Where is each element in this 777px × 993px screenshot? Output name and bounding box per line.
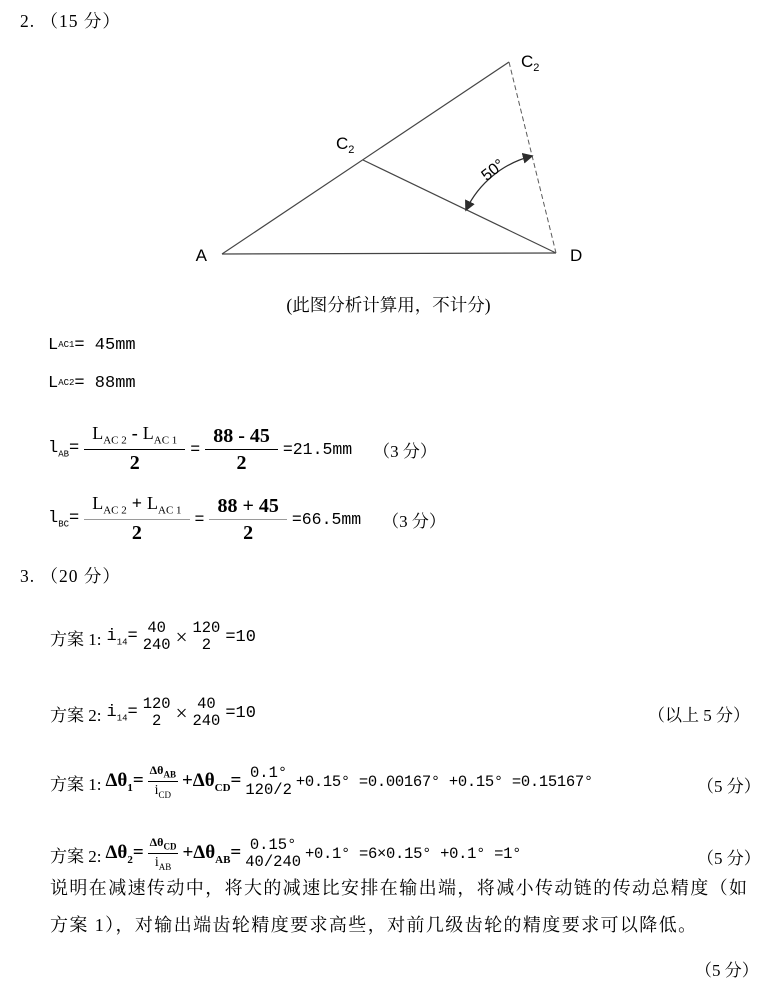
given-lac2-base: L [48,374,59,393]
plan1-deg-den: 120/2 [245,781,292,799]
plan2-ratio-row [50,684,256,742]
plan2-ratio-result: =10 [225,703,256,723]
vertex-label-c2-top [521,52,539,74]
plan1-mid-sub: CD [214,781,231,794]
plan2-acc-tail: +0.1° =6×0.15° +0.1° =1° [305,845,522,863]
plan2-times: × [175,700,188,725]
line-c2top-d-dashed [509,62,556,253]
lbc-sym-s2: AC 1 [158,504,182,517]
plan1-f1-den: 240 [142,636,171,654]
plan2-acc-mid [182,842,241,866]
lab-num-num: 88 - 45 [205,425,278,450]
plan1-acc-tail: +0.15° =0.00167° +0.15° =0.15167° [295,773,593,791]
lbc-eq1: = [69,508,80,528]
plan1-acc-eq1: = [132,770,144,792]
plan2-acc-score: （5 分） [697,849,761,868]
c2-mid-base: C [336,134,349,153]
final-score: （5 分） [695,961,759,980]
plan2-f1-den: 2 [152,712,162,730]
plan1-f2-num: 120 [192,618,221,637]
vertex-label-d: D [570,246,583,265]
lbc-eq2: = [194,509,205,529]
ratio-score: （以上 5 分） [648,706,750,725]
line-a-d [222,253,556,254]
plan2-acc-label: 方案 2: [50,846,102,866]
lab-sym-op: - [131,423,138,444]
vertex-label-a: A [195,246,207,265]
lbc-sym-s1: AC 2 [103,504,127,517]
lbc-symbolic-fraction [84,494,189,544]
lab-eq2: = [190,439,201,459]
lbc-num-den: 2 [243,521,254,544]
lbc-sym-den: 2 [131,521,142,544]
plan1-plus: + [181,770,193,792]
angle-label: 50° [478,156,508,185]
plan2-acc-eq2: = [230,842,242,864]
plan2-i-sub: 14 [116,713,128,724]
plan1-acc-mid [182,770,241,794]
lab-symbolic-fraction [84,424,185,474]
lab-sym-l1: L [92,423,104,444]
plan1-sf-num-base: Δθ [149,762,164,777]
plan2-deg-den: 40/240 [245,853,302,871]
plan1-ratio-eq: = [127,626,138,646]
given-lac1-sub: AC1 [58,340,75,350]
plan1-ratio-row [50,608,256,666]
plan1-f2-den: 2 [201,636,212,654]
plan2-f2-den: 240 [192,712,221,730]
plan1-sf-den-sub: CD [158,790,172,801]
plan2-mid-sub: AB [215,853,231,866]
lbc-sym-op: + [131,493,143,514]
plan1-fraction1 [143,620,171,655]
plan1-f1-num: 40 [147,618,166,637]
plan1-dtheta-sub: 1 [127,781,133,794]
lbc-sym-num [84,494,189,520]
plan2-f2-num: 40 [197,694,216,713]
plan1-i-sub: 14 [116,637,128,648]
plan1-sf-num [148,764,178,782]
plan1-deg-num: 0.1° [250,763,288,782]
plan2-sf-num-sub: CD [163,841,177,852]
plan2-fraction2 [192,696,220,731]
lbc-result: =66.5mm [291,509,362,529]
plan2-deg-num: 0.15° [249,835,297,854]
lab-sym-s1: AC 2 [103,434,127,447]
question2-header: 2. （15 分） [20,11,121,31]
equation-lbc [48,486,446,552]
plan2-fraction1 [143,696,171,731]
plan2-acc-lhs [105,842,143,866]
c2-top-base: C [521,52,534,71]
given-lac2-value: = 88mm [74,374,136,393]
given-lac2-sub: AC2 [58,378,75,388]
plan2-acc-eq1: = [132,842,144,864]
plan1-times: × [175,624,188,649]
plan1-deg-fraction [245,765,292,800]
lab-sym-den: 2 [129,451,140,474]
diagram-caption: (此图分析计算用，不计分) [286,295,491,315]
plan1-ratio-label: 方案 1: [50,629,102,649]
lab-sym-num [84,424,185,450]
plan1-ratio-result: =10 [225,627,256,647]
plan1-sf-den [155,782,171,800]
lbc-lhs-sub: BC [58,519,70,530]
plan2-f1-num: 120 [142,694,171,713]
lab-result: =21.5mm [282,439,353,459]
plan1-i-base: i [106,626,117,646]
plan1-sf-den-base: i [154,783,159,799]
plan1-mid-base: Δθ [192,770,215,792]
plan2-sf-den-sub: AB [158,862,172,873]
triangle-diagram [0,36,777,288]
lab-lhs-sub: AB [58,449,70,460]
given-lac2 [48,374,136,393]
lab-num-den: 2 [236,451,247,474]
plan2-i-base: i [106,702,117,722]
lbc-num-num: 88 + 45 [209,495,286,520]
plan2-small-fraction [148,836,179,872]
question3-header: 3. （20 分） [20,566,121,586]
plan1-acc-label: 方案 1: [50,774,102,794]
plan1-accuracy-row [50,754,593,810]
lab-lhs [48,439,79,459]
conclusion-paragraph: 说明在减速传动中，将大的减速比安排在输出端，将减小传动链的传动总精度（如方案 1），对输出端齿轮精度要求高些，对前几级齿轮的精度要求可以降低。 [50,878,749,935]
lbc-sym-l1: L [92,493,104,514]
lab-eq1: = [69,438,80,458]
plan2-mid-base: Δθ [193,842,216,864]
given-lac1 [48,336,136,355]
equation-lab [48,416,437,482]
lbc-score: （3 分） [382,511,446,531]
vertex-label-c2-mid [336,134,354,156]
plan2-dtheta-base: Δθ [105,842,128,864]
plan1-acc-eq2: = [230,770,242,792]
plan2-sf-num-base: Δθ [149,834,164,849]
plan2-sf-den-base: i [154,855,159,871]
c2-top-sub: 2 [533,62,540,74]
line-c2mid-d [363,160,556,253]
plan2-deg-fraction [245,837,301,872]
lbc-numeric-fraction [209,495,286,544]
line-a-c2top [222,62,509,254]
plan1-sf-num-sub: AB [163,769,176,780]
lbc-lhs [48,509,79,529]
c2-mid-sub: 2 [348,144,355,156]
given-lac1-value: = 45mm [74,336,136,355]
lab-score: （3 分） [373,441,437,461]
plan2-plus: + [182,842,194,864]
plan2-dtheta-sub: 2 [127,853,133,866]
plan2-ratio-label: 方案 2: [50,705,102,725]
lbc-sym-l2: L [147,493,159,514]
lab-sym-s2: AC 1 [153,434,178,447]
plan1-acc-lhs [105,770,143,794]
lab-lhs-base: l [48,438,59,458]
lab-numeric-fraction [205,425,278,474]
plan2-ratio-eq: = [127,702,138,722]
lab-sym-l2: L [142,423,154,444]
plan2-ratio-lhs [106,703,137,723]
given-lac1-base: L [48,336,59,355]
plan1-fraction2 [192,620,220,655]
lbc-lhs-base: l [48,508,59,528]
plan1-acc-score: （5 分） [697,777,761,796]
plan1-small-fraction [148,764,178,800]
plan2-sf-num [148,836,179,854]
plan1-ratio-lhs [106,627,137,647]
plan1-dtheta-base: Δθ [105,770,128,792]
